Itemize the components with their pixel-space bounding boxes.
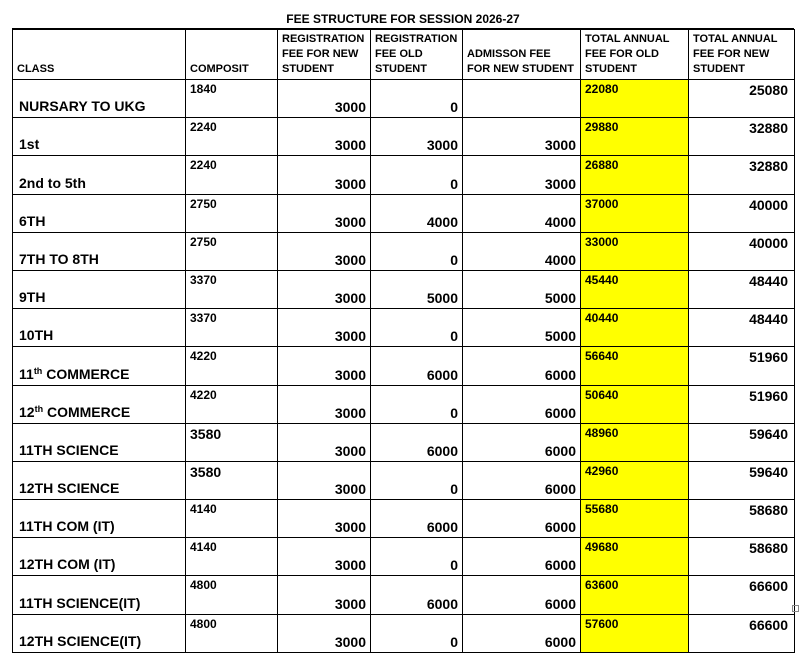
admission-new-cell bbox=[463, 80, 581, 118]
total-old-cell: 22080 bbox=[581, 80, 689, 118]
reg-new-cell: 3000 bbox=[278, 461, 371, 499]
total-old-cell: 57600 bbox=[581, 614, 689, 652]
reg-new-cell: 3000 bbox=[278, 194, 371, 232]
reg-new-cell: 3000 bbox=[278, 423, 371, 461]
admission-new-cell: 6000 bbox=[463, 538, 581, 576]
total-new-cell: 25080 bbox=[689, 80, 795, 118]
sheet-title: FEE STRUCTURE FOR SESSION 2026-27 bbox=[12, 8, 794, 29]
total-new-cell: 40000 bbox=[689, 232, 795, 270]
total-old-cell: 40440 bbox=[581, 309, 689, 347]
class-cell bbox=[13, 118, 186, 156]
total-new-cell: 59640 bbox=[689, 423, 795, 461]
admission-new-cell: 3000 bbox=[463, 118, 581, 156]
table-row bbox=[13, 80, 795, 118]
class-cell bbox=[13, 156, 186, 194]
table-row bbox=[13, 347, 795, 385]
class-name: 12TH COM (IT) bbox=[19, 556, 116, 573]
header-reg-old: REGISTRATION FEE OLD STUDENT bbox=[371, 30, 463, 80]
reg-new-cell: 3000 bbox=[278, 118, 371, 156]
class-cell bbox=[13, 347, 186, 385]
composit-cell: 1840 bbox=[186, 80, 278, 118]
reg-new-cell: 3000 bbox=[278, 80, 371, 118]
reg-old-cell: 3000 bbox=[371, 118, 463, 156]
admission-new-cell: 6000 bbox=[463, 614, 581, 652]
class-cell bbox=[13, 80, 186, 118]
header-class: CLASS bbox=[13, 30, 186, 80]
class-name: 2nd to 5th bbox=[19, 174, 86, 191]
reg-new-cell: 3000 bbox=[278, 156, 371, 194]
class-stream: COMMERCE bbox=[42, 365, 130, 382]
table-row bbox=[13, 614, 795, 652]
total-new-cell: 58680 bbox=[689, 500, 795, 538]
admission-new-cell: 6000 bbox=[463, 576, 581, 614]
class-cell bbox=[13, 576, 186, 614]
class-ordinal: th bbox=[34, 403, 44, 414]
reg-old-cell: 0 bbox=[371, 309, 463, 347]
class-stream: COMMERCE bbox=[43, 403, 131, 420]
total-new-cell: 66600 bbox=[689, 614, 795, 652]
class-name: 7TH TO 8TH bbox=[19, 250, 99, 267]
header-reg-new: REGISTRATION FEE FOR NEW STUDENT bbox=[278, 30, 371, 80]
reg-old-cell: 5000 bbox=[371, 270, 463, 308]
class-cell bbox=[13, 194, 186, 232]
composit-cell: 4220 bbox=[186, 385, 278, 423]
table-row bbox=[13, 500, 795, 538]
admission-new-cell: 4000 bbox=[463, 194, 581, 232]
composit-cell: 2750 bbox=[186, 232, 278, 270]
total-new-cell: 58680 bbox=[689, 538, 795, 576]
class-name: 11 bbox=[19, 365, 34, 382]
admission-new-cell: 6000 bbox=[463, 385, 581, 423]
reg-old-cell: 0 bbox=[371, 538, 463, 576]
composit-cell: 2750 bbox=[186, 194, 278, 232]
table-row bbox=[13, 194, 795, 232]
total-old-cell: 55680 bbox=[581, 500, 689, 538]
total-old-cell: 45440 bbox=[581, 270, 689, 308]
class-name: 6TH bbox=[19, 212, 46, 229]
admission-new-cell: 3000 bbox=[463, 156, 581, 194]
total-new-cell: 32880 bbox=[689, 156, 795, 194]
admission-new-cell: 4000 bbox=[463, 232, 581, 270]
reg-new-cell: 3000 bbox=[278, 232, 371, 270]
composit-cell: 3580 bbox=[186, 461, 278, 499]
total-old-cell: 50640 bbox=[581, 385, 689, 423]
class-ordinal: th bbox=[33, 365, 43, 376]
class-name: 12TH SCIENCE bbox=[19, 480, 120, 497]
reg-old-cell: 4000 bbox=[371, 194, 463, 232]
composit-cell: 4220 bbox=[186, 347, 278, 385]
reg-new-cell: 3000 bbox=[278, 500, 371, 538]
header-total-new: TOTAL ANNUAL FEE FOR NEW STUDENT bbox=[689, 30, 795, 80]
total-old-cell: 42960 bbox=[581, 461, 689, 499]
class-name: 11TH SCIENCE bbox=[19, 441, 119, 458]
total-old-cell: 33000 bbox=[581, 232, 689, 270]
reg-old-cell: 6000 bbox=[371, 500, 463, 538]
class-cell bbox=[13, 614, 186, 652]
reg-old-cell: 6000 bbox=[371, 423, 463, 461]
class-name: 9TH bbox=[19, 289, 46, 306]
resize-handle bbox=[792, 605, 799, 612]
table-row bbox=[13, 118, 795, 156]
reg-new-cell: 3000 bbox=[278, 385, 371, 423]
admission-new-cell: 5000 bbox=[463, 270, 581, 308]
reg-new-cell: 3000 bbox=[278, 614, 371, 652]
class-cell bbox=[13, 500, 186, 538]
reg-new-cell: 3000 bbox=[278, 576, 371, 614]
total-new-cell: 59640 bbox=[689, 461, 795, 499]
fee-structure-sheet bbox=[12, 8, 794, 653]
table-row bbox=[13, 232, 795, 270]
total-new-cell: 40000 bbox=[689, 194, 795, 232]
admission-new-cell: 6000 bbox=[463, 461, 581, 499]
class-cell bbox=[13, 423, 186, 461]
header-composit: COMPOSIT bbox=[186, 30, 278, 80]
reg-old-cell: 0 bbox=[371, 232, 463, 270]
total-new-cell: 32880 bbox=[689, 118, 795, 156]
total-new-cell: 48440 bbox=[689, 270, 795, 308]
reg-old-cell: 6000 bbox=[371, 347, 463, 385]
table-row bbox=[13, 538, 795, 576]
admission-new-cell: 6000 bbox=[463, 347, 581, 385]
class-name: 12TH SCIENCE(IT) bbox=[19, 632, 142, 649]
admission-new-cell: 6000 bbox=[463, 423, 581, 461]
reg-old-cell: 0 bbox=[371, 614, 463, 652]
total-new-cell: 51960 bbox=[689, 385, 795, 423]
class-name: 11TH SCIENCE(IT) bbox=[19, 594, 141, 611]
composit-cell: 3370 bbox=[186, 270, 278, 308]
class-name: 11TH COM (IT) bbox=[19, 518, 115, 535]
composit-cell: 4140 bbox=[186, 538, 278, 576]
reg-new-cell: 3000 bbox=[278, 309, 371, 347]
admission-new-cell: 6000 bbox=[463, 500, 581, 538]
header-total-old: TOTAL ANNUAL FEE FOR OLD STUDENT bbox=[581, 30, 689, 80]
header-row bbox=[13, 30, 795, 80]
total-new-cell: 51960 bbox=[689, 347, 795, 385]
class-cell bbox=[13, 309, 186, 347]
composit-cell: 4140 bbox=[186, 500, 278, 538]
total-old-cell: 56640 bbox=[581, 347, 689, 385]
class-name: 10TH bbox=[19, 327, 54, 344]
composit-cell: 2240 bbox=[186, 118, 278, 156]
total-old-cell: 26880 bbox=[581, 156, 689, 194]
composit-cell: 3370 bbox=[186, 309, 278, 347]
table-row bbox=[13, 270, 795, 308]
class-cell bbox=[13, 538, 186, 576]
total-old-cell: 63600 bbox=[581, 576, 689, 614]
total-new-cell: 48440 bbox=[689, 309, 795, 347]
reg-new-cell: 3000 bbox=[278, 270, 371, 308]
reg-old-cell: 0 bbox=[371, 80, 463, 118]
reg-old-cell: 0 bbox=[371, 461, 463, 499]
reg-new-cell: 3000 bbox=[278, 538, 371, 576]
admission-new-cell: 5000 bbox=[463, 309, 581, 347]
total-old-cell: 48960 bbox=[581, 423, 689, 461]
table-row bbox=[13, 461, 795, 499]
reg-new-cell: 3000 bbox=[278, 347, 371, 385]
class-cell bbox=[13, 461, 186, 499]
class-cell bbox=[13, 385, 186, 423]
table-row bbox=[13, 156, 795, 194]
reg-old-cell: 0 bbox=[371, 385, 463, 423]
composit-cell: 3580 bbox=[186, 423, 278, 461]
total-old-cell: 37000 bbox=[581, 194, 689, 232]
class-name: NURSARY TO UKG bbox=[19, 98, 146, 115]
fee-table bbox=[12, 29, 795, 653]
class-cell bbox=[13, 270, 186, 308]
fee-table-body bbox=[13, 80, 795, 653]
table-row bbox=[13, 385, 795, 423]
header-admission-new: ADMISSON FEE FOR NEW STUDENT bbox=[463, 30, 581, 80]
class-cell bbox=[13, 232, 186, 270]
table-row bbox=[13, 423, 795, 461]
total-new-cell: 66600 bbox=[689, 576, 795, 614]
reg-old-cell: 6000 bbox=[371, 576, 463, 614]
composit-cell: 4800 bbox=[186, 614, 278, 652]
reg-old-cell: 0 bbox=[371, 156, 463, 194]
composit-cell: 4800 bbox=[186, 576, 278, 614]
table-row bbox=[13, 576, 795, 614]
total-old-cell: 49680 bbox=[581, 538, 689, 576]
total-old-cell: 29880 bbox=[581, 118, 689, 156]
composit-cell: 2240 bbox=[186, 156, 278, 194]
table-row bbox=[13, 309, 795, 347]
class-name: 12 bbox=[19, 403, 35, 420]
class-name: 1st bbox=[19, 136, 40, 153]
